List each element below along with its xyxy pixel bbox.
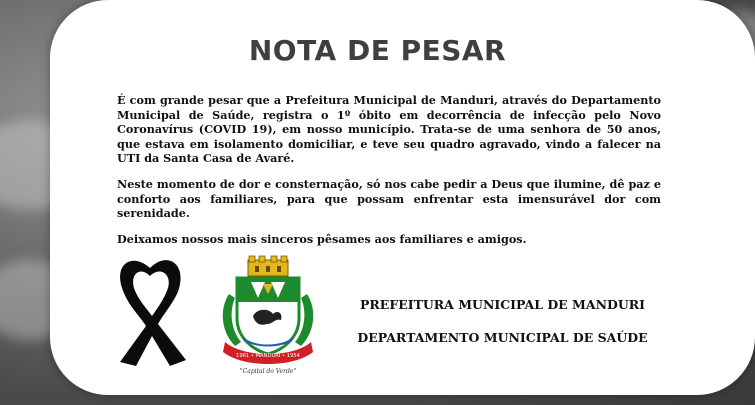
signature-prefeitura: PREFEITURA MUNICIPAL DE MANDURI	[360, 297, 645, 312]
paragraph-sympathy: Deixamos nossos mais sinceros pêsames aos familiares e amigos.	[117, 231, 527, 246]
note-body	[117, 93, 661, 257]
note-title: NOTA DE PESAR	[248, 34, 507, 67]
signature-departamento: DEPARTAMENTO MUNICIPAL DE SAÚDE	[357, 330, 648, 345]
crest-motto: "Capital do Verde"	[239, 368, 297, 375]
crest-banner-text: 1961 • MANDURI • 1954	[236, 353, 300, 359]
municipal-coat-of-arms-icon	[213, 254, 323, 376]
mourning-ribbon-icon	[110, 254, 190, 369]
paragraph-condolence: Neste momento de dor e consternação, só nos cabe pedir a Deus que ilumine, dê paz e conforto aos familiares, para que possam enfrentar esta imensurável dor com serenidade.	[117, 176, 661, 221]
paragraph-announcement: É com grande pesar que a Prefeitura Municipal de Manduri, através do Departamento Municipal de Saúde, registra o 1º óbito em decorrência de infecção pelo Novo Coronavírus (COVID 19), em nosso município. Trata-se de uma senhora de 50 anos, que estava em isolamento domiciliar, e teve seu quadro agravado, vindo a falecer na UTI da Santa Casa de Avaré.	[117, 93, 661, 166]
